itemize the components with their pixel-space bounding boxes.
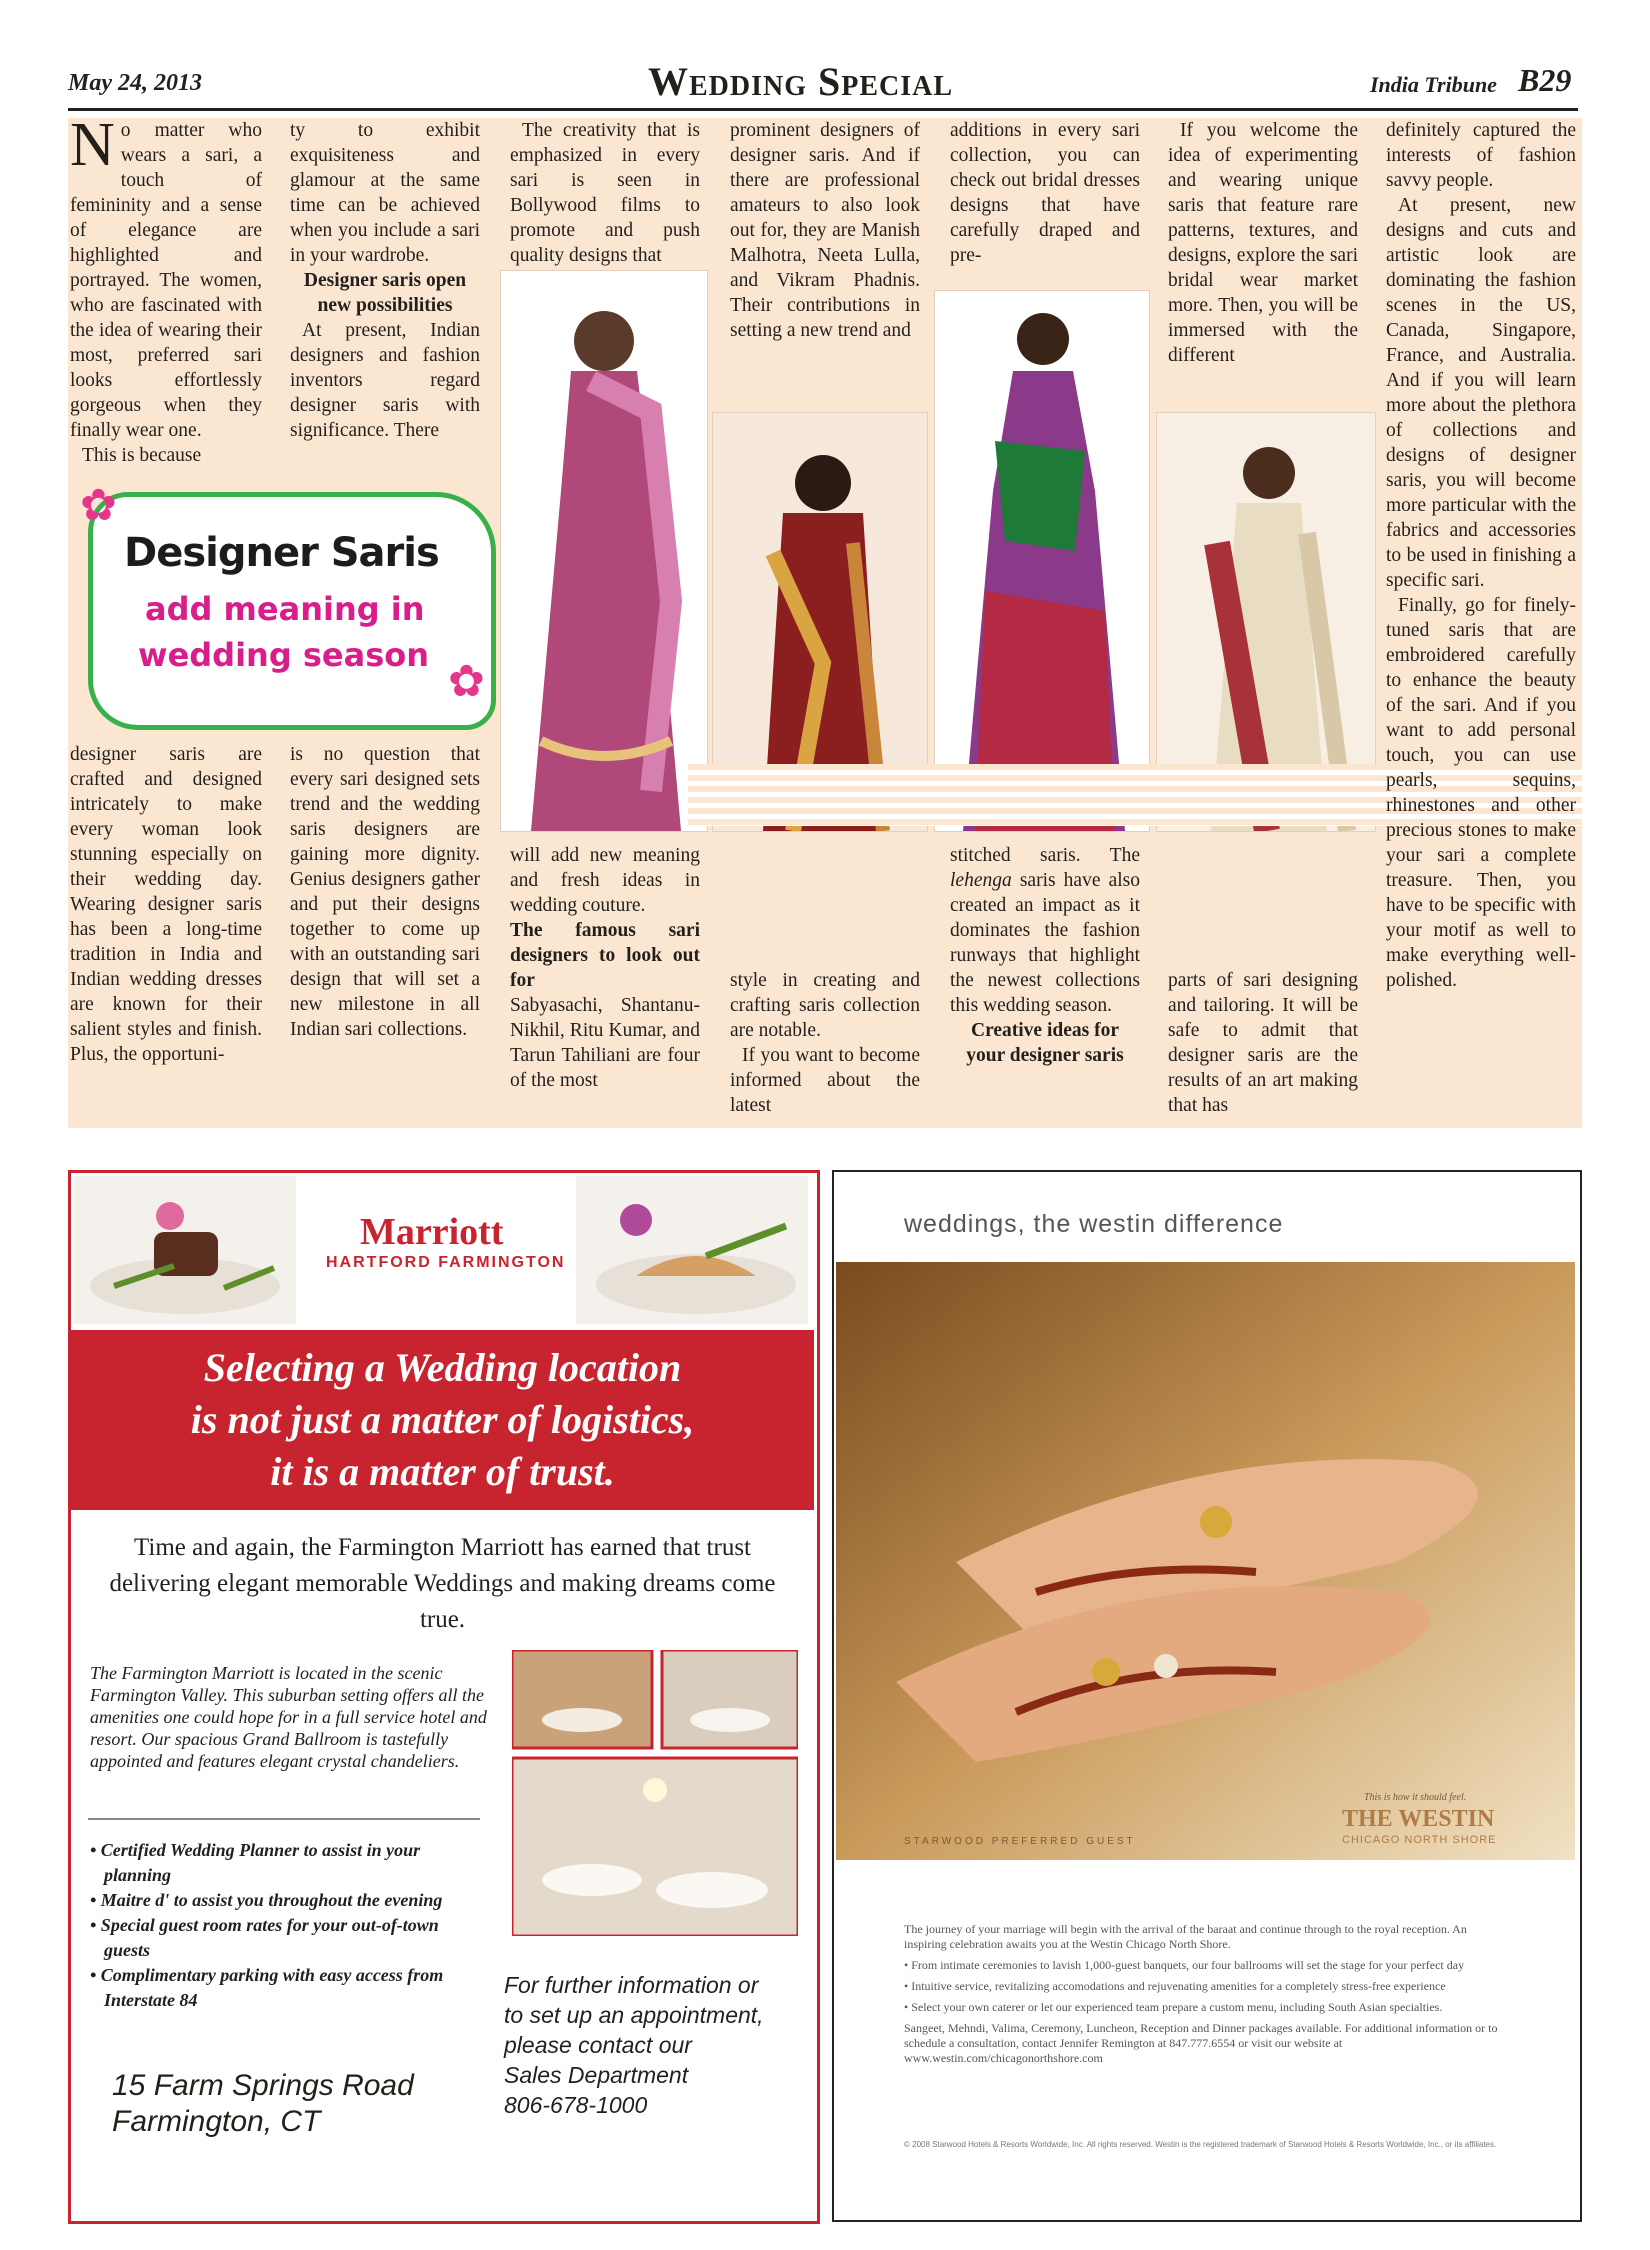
spg-mark: STARWOOD PREFERRED GUEST [904,1836,1136,1847]
marriott-location: HARTFORD FARMINGTON [326,1254,566,1271]
article-column-3-top [510,118,700,268]
article-paragraph: will add new meaning and fresh ideas in wedding couture. [510,845,700,916]
hotel-address [112,2068,414,2140]
address-line: Farmington, CT [112,2105,321,2138]
ad-body: The Farmington Marriott is located in the scenic Farmington Valley. This suburban setting offers all the amenities one could hope for in a full service hotel and resort. Our spacious Grand Ballroom is tastefully appointed and features elegant crystal chandeliers. [90,1663,487,1771]
sari-photo-3 [934,290,1150,832]
list-item: • Certified Wedding Planner to assist in your planning [90,1840,421,1885]
drop-cap: N [70,111,115,179]
phone-number: 806-678-1000 [504,2092,648,2118]
list-item: • From intimate ceremonies to lavish 1,000-guest banquets, our four ballrooms will set the stage for your perfect day [904,1958,1465,1972]
list-item: • Special guest room rates for your out-of-town guests [90,1915,439,1960]
ad-headline [90,1342,795,1498]
westin-body [904,1922,1504,2072]
ad-intro: Time and again, the Farmington Marriott has earned that trust delivering elegant memorable Weddings and making dreams come true. [109,1534,776,1633]
food-photo-left [74,1176,296,1324]
contact-line: Sales Department [504,2062,689,2088]
list-item: • Select your own caterer or let our experienced team prepare a custom menu, including South Asian specialties. [904,2000,1443,2014]
flower-icon: ✿ [80,481,117,530]
article-paragraph: If you welcome the idea of experimenting and wearing unique saris that feature rare patterns, textures, and designs, explore the sari bridal wear market more. Then, you will be immersed with the different [1168,120,1358,366]
article-paragraph: style in creating and crafting saris collection are notable. [730,970,920,1041]
article-subheadline: wedding season [138,636,430,674]
henna-hands-photo [836,1262,1575,1860]
marriott-logo: Marriott [360,1211,504,1253]
article-italic-term: lehenga [950,870,1012,891]
flower-icon: ✿ [448,657,485,706]
westin-copyright: © 2008 Starwood Hotels & Resorts Worldwide, Inc. All rights reserved. Westin is the registered trademark of Starwood Hotels & Resorts Worldwide, Inc., or its affiliates. [904,2140,1497,2149]
article-column-6-bottom [1168,968,1358,1118]
article-text: saris have also created an impact as it dominates the fashion runways that highlight the newest collections this wedding season. [950,870,1141,1016]
article-paragraph: prominent designers of designer saris. And if there are professional amateurs to also look out for, they are Manish Malhotra, Neeta Lulla, and Vikram Phadnis. Their contributions in setting a new trend and [730,120,920,341]
article-paragraph: The creativity that is emphasized in every sari is seen in Bollywood films to promote and push quality designs that [510,120,700,266]
article-column-7 [1386,118,1576,993]
article-paragraph: parts of sari designing and tailoring. It will be safe to admit that designer saris are the results of an art making that has [1168,970,1358,1116]
contact-line: to set up an appointment, [504,2002,764,2028]
article-column-1-bottom [70,742,262,1067]
article-paragraph: If you want to become informed about the latest [730,1045,920,1116]
list-item: • Intuitive service, revitalizing accomodations and rejuvenating amenities for a completely stress-free experience [904,1979,1446,1993]
article-paragraph: definitely captured the interests of fashion savvy people. [1386,120,1576,191]
address-line: 15 Farm Springs Road [112,2069,414,2102]
issue-date: May 24, 2013 [68,70,202,96]
westin-closing: Sangeet, Mehndi, Valima, Ceremony, Luncheon, Reception and Dinner packages available. For additional information or to schedule a consultation, contact Jennifer Remington at 847.777.6554 or visit our website at www.westin.com/chicagonorthshore.com [904,2021,1498,2065]
westin-intro: The journey of your marriage will begin with the arrival of the baraat and continue through to the royal reception. An inspiring celebration awaits you at the Westin Chicago North Shore. [904,1922,1467,1951]
article-column-2-top [290,118,480,443]
header-rule [68,108,1578,111]
article-column-4-top [730,118,920,343]
article-subheadline: add meaning in [145,590,425,628]
article-paragraph: At present, new designs and cuts and artistic look are dominating the fashion scenes in the US, Canada, Singapore, France, and Australia. And if you will learn more about the plethora of collections and designs of designer saris, you will become more particular with the fabrics and accessories to be used in finishing a specific sari. [1386,195,1576,591]
article-subhead: Creative ideas for your designer saris [966,1020,1124,1066]
article-subhead: Designer saris open new possibilities [303,270,467,316]
article-paragraph: ty to exhibit exquisiteness and glamour at the same time can be achieved when you include a sari in your wardrobe. [290,120,480,266]
article-column-5-top [950,118,1140,268]
article-column-5-bottom [950,843,1140,1068]
list-item: • Complimentary parking with easy access from Interstate 84 [90,1965,444,2010]
article-paragraph: At present, Indian designers and fashion inventors regard designer saris with significance. There [290,320,480,441]
article-paragraph: o matter who wears a sari, a touch of femininity and a sense of elegance are highlighted and portrayed. The women, who are fascinated with the idea of wearing their most, preferred sari looks effortlessly gorgeous when they finally wear one. [70,120,262,441]
article-headline: Designer Saris [124,530,439,576]
sari-photo-1 [500,270,708,832]
article-paragraph: This is because [82,445,202,466]
ballroom-photos [512,1650,798,1936]
article-paragraph: is no question that every sari designed sets trend and the wedding saris designers are gaining more dignity. Genius designers gather and put their designs together to come up with an outstanding sari design that will set a new milestone in all Indian sari collections. [290,744,480,1040]
publication-name: India Tribune [1370,72,1497,97]
article-paragraph: designer saris are crafted and designed intricately to make every woman look stunning especially on their wedding day. Wearing designer saris has been a long-time tradition in India and Indian wedding dresses are known for their salient styles and finish. Plus, the opportuni- [70,744,262,1065]
ad-headline-line: it is a matter of trust. [270,1449,615,1494]
ad-headline-line: is not just a matter of logistics, [190,1397,695,1442]
westin-tagline: weddings, the westin difference [904,1210,1284,1238]
article-subhead: The famous sari designers to look out for [510,920,700,991]
section-title: Wedding Special [648,59,954,104]
article-paragraph: Sabyasachi, Shantanu-Nikhil, Ritu Kumar, and Tarun Tahiliani are four of the most [510,995,700,1091]
westin-logo: THE WESTIN [1342,1806,1495,1832]
article-column-1-top [70,111,262,468]
westin-location: CHICAGO NORTH SHORE [1342,1834,1497,1846]
divider [88,1818,480,1820]
article-column-4-bottom [730,968,920,1118]
amenities-list [88,1838,488,2013]
contact-line: please contact our [504,2032,692,2058]
article-paragraph: Finally, go for finely-tuned saris that are embroidered carefully to enhance the beauty of the sari. And if you want to add personal touch, you can use pearls, sequins, rhinestones and other precious stones to make your sari a complete treasure. Then, you have to be specific with your motif as well to make everything well-polished. [1386,595,1576,991]
westin-motto: This is how it should feel. [1364,1792,1467,1803]
contact-line: For further information or [504,1972,759,1998]
page-number: B29 [1518,62,1572,98]
article-text: stitched saris. The [950,845,1140,866]
contact-info [504,1970,764,2120]
list-item: • Maitre d' to assist you throughout the evening [90,1890,443,1910]
article-paragraph: additions in every sari collection, you can check out bridal dresses designs that have carefully draped and pre- [950,120,1140,266]
article-column-2-bottom [290,742,480,1042]
food-photo-right [576,1176,808,1324]
article-column-3-bottom [510,843,700,1093]
article-column-6-top [1168,118,1358,368]
ad-headline-line: Selecting a Wedding location [203,1345,682,1390]
